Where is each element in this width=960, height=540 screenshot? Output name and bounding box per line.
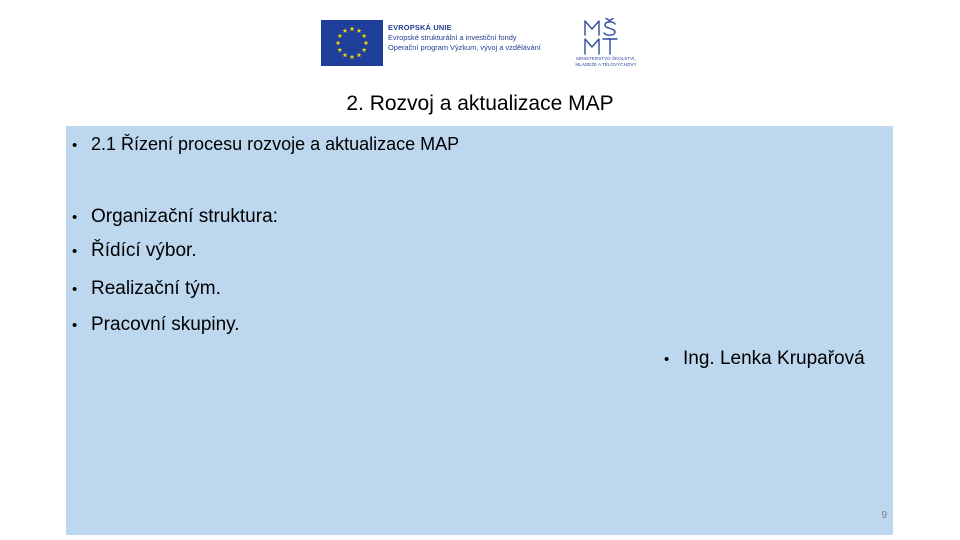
msmt-logo-icon <box>582 18 622 56</box>
bullet-heading <box>72 134 459 155</box>
content-panel <box>66 126 893 535</box>
msmt-logo-caption <box>564 56 648 68</box>
bullet-dot: • <box>664 351 670 368</box>
bullet-item <box>72 206 278 228</box>
eu-logo-line3: Operační program Výzkum, vývoj a vzdělávání <box>388 43 541 52</box>
page-number: 9 <box>881 510 887 521</box>
eu-logo-line2: Evropské strukturální a investiční fondy <box>388 33 517 42</box>
author-name: Ing. Lenka Krupařová <box>683 348 865 369</box>
bullet-text: Řídící výbor. <box>91 240 197 261</box>
bullet-item <box>72 278 221 300</box>
bullet-text: Pracovní skupiny. <box>91 314 240 335</box>
bullet-dot: • <box>72 209 78 226</box>
eu-flag-icon <box>321 20 383 66</box>
bullet-dot: • <box>72 281 78 298</box>
heading-text: 2.1 Řízení procesu rozvoje a aktualizace MAP <box>91 134 460 154</box>
bullet-item <box>72 314 240 336</box>
author-item <box>664 348 865 370</box>
slide-title: 2. Rozvoj a aktualizace MAP <box>346 92 614 115</box>
eu-logo-text <box>388 23 568 53</box>
bullet-dot: • <box>72 137 78 154</box>
eu-logo-title: EVROPSKÁ UNIE <box>388 23 452 32</box>
bullet-dot: • <box>72 317 78 334</box>
bullet-text: Realizační tým. <box>91 278 221 299</box>
bullet-item <box>72 240 197 262</box>
bullet-dot: • <box>72 243 78 260</box>
msmt-caption-line2: MLÁDEŽE A TĚLOVÝCHOVY <box>575 62 637 67</box>
bullet-text: Organizační struktura: <box>91 206 278 227</box>
msmt-caption-line1: MINISTERSTVO ŠKOLSTVÍ, <box>576 56 636 61</box>
logo-banner <box>318 18 653 72</box>
